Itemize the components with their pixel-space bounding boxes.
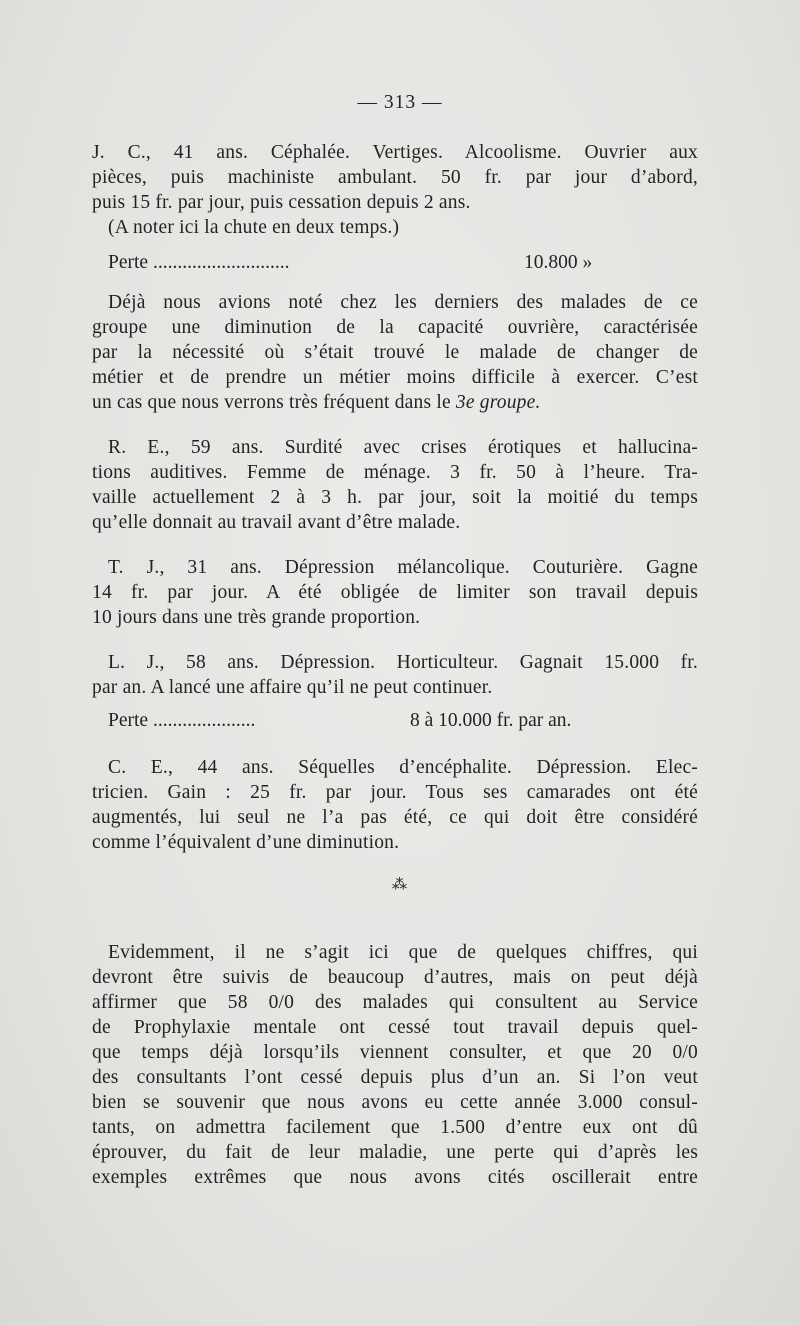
- conclusion-line-6: des consultants l’ont cessé depuis plus d’un an. Si l’on veut: [92, 1067, 698, 1088]
- conclusion-line-7: bien se souvenir que nous avons eu cette année 3.000 consul-: [92, 1092, 698, 1113]
- page-number: — 313 —: [357, 92, 443, 113]
- entry-jc-line-2: pièces, puis machiniste ambulant. 50 fr. par jour d’abord,: [92, 167, 698, 188]
- conclusion-line-3: affirmer que 58 0/0 des malades qui consultent au Service: [92, 992, 698, 1013]
- entry-ce-line-1: C. E., 44 ans. Séquelles d’encéphalite. Dépression. Elec-: [108, 757, 698, 778]
- conclusion-line-4: de Prophylaxie mentale ont cessé tout travail depuis quel-: [92, 1017, 698, 1038]
- entry-lj-loss-label: Perte .....................: [108, 710, 256, 731]
- entry-ce-line-2: tricien. Gain : 25 fr. par jour. Tous ses camarades ont été: [92, 782, 698, 803]
- entry-jc-loss-label: Perte ............................: [108, 252, 290, 273]
- conclusion-line-1: Evidemment, il ne s’agit ici que de quelques chiffres, qui: [108, 942, 698, 963]
- entry-tj-line-1: T. J., 31 ans. Dépression mélancolique. Couturière. Gagne: [108, 557, 698, 578]
- remark-line-2: groupe une diminution de la capacité ouvrière, caractérisée: [92, 317, 698, 338]
- entry-re-line-4: qu’elle donnait au travail avant d’être malade.: [92, 512, 461, 533]
- conclusion-line-5: que temps déjà lorsqu’ils viennent consulter, et que 20 0/0: [92, 1042, 698, 1063]
- remark-line-1: Déjà nous avions noté chez les derniers des malades de ce: [108, 292, 698, 313]
- conclusion-line-8: tants, on admettra facilement que 1.500 d’entre eux ont dû: [92, 1117, 698, 1138]
- remark-line-5: [92, 391, 698, 415]
- entry-tj-line-2: 14 fr. par jour. A été obligée de limiter son travail depuis: [92, 582, 698, 603]
- conclusion-line-10: exemples extrêmes que nous avons cités oscillerait entre: [92, 1167, 698, 1188]
- conclusion-line-9: éprouver, du fait de leur maladie, une perte qui d’après les: [92, 1142, 698, 1163]
- entry-lj-line-1: L. J., 58 ans. Dépression. Horticulteur. Gagnait 15.000 fr.: [108, 652, 698, 673]
- remark-line-5-text: un cas que nous verrons très fréquent dans le: [92, 392, 456, 413]
- conclusion-line-2: devront être suivis de beaucoup d’autres, mais on peut déjà: [92, 967, 698, 988]
- entry-lj-line-2: par an. A lancé une affaire qu’il ne peut continuer.: [92, 677, 493, 698]
- remark-line-5-italic: 3e groupe.: [455, 392, 541, 413]
- remark-line-3: par la nécessité où s’était trouvé le malade de changer de: [92, 342, 698, 363]
- entry-jc-line-4: (A noter ici la chute en deux temps.): [108, 217, 400, 238]
- entry-jc-line-1: J. C., 41 ans. Céphalée. Vertiges. Alcoolisme. Ouvrier aux: [92, 142, 698, 163]
- entry-lj-loss-value: 8 à 10.000 fr. par an.: [410, 710, 572, 731]
- entry-jc-line-3: puis 15 fr. par jour, puis cessation depuis 2 ans.: [92, 192, 471, 213]
- entry-ce-line-4: comme l’équivalent d’une diminution.: [92, 832, 400, 853]
- remark-line-4: métier et de prendre un métier moins difficile à exercer. C’est: [92, 367, 698, 388]
- entry-re-line-3: vaille actuellement 2 à 3 h. par jour, soit la moitié du temps: [92, 487, 698, 508]
- entry-re-line-1: R. E., 59 ans. Surdité avec crises érotiques et hallucina-: [108, 437, 698, 458]
- entry-ce-line-3: augmentés, lui seul ne l’a pas été, ce qui doit être considéré: [92, 807, 698, 828]
- entry-tj-line-3: 10 jours dans une très grande proportion.: [92, 607, 421, 628]
- asterism-separator: ⁂: [392, 877, 408, 893]
- entry-re-line-2: tions auditives. Femme de ménage. 3 fr. 50 à l’heure. Tra-: [92, 462, 698, 483]
- entry-jc-loss-value: 10.800 »: [524, 252, 593, 273]
